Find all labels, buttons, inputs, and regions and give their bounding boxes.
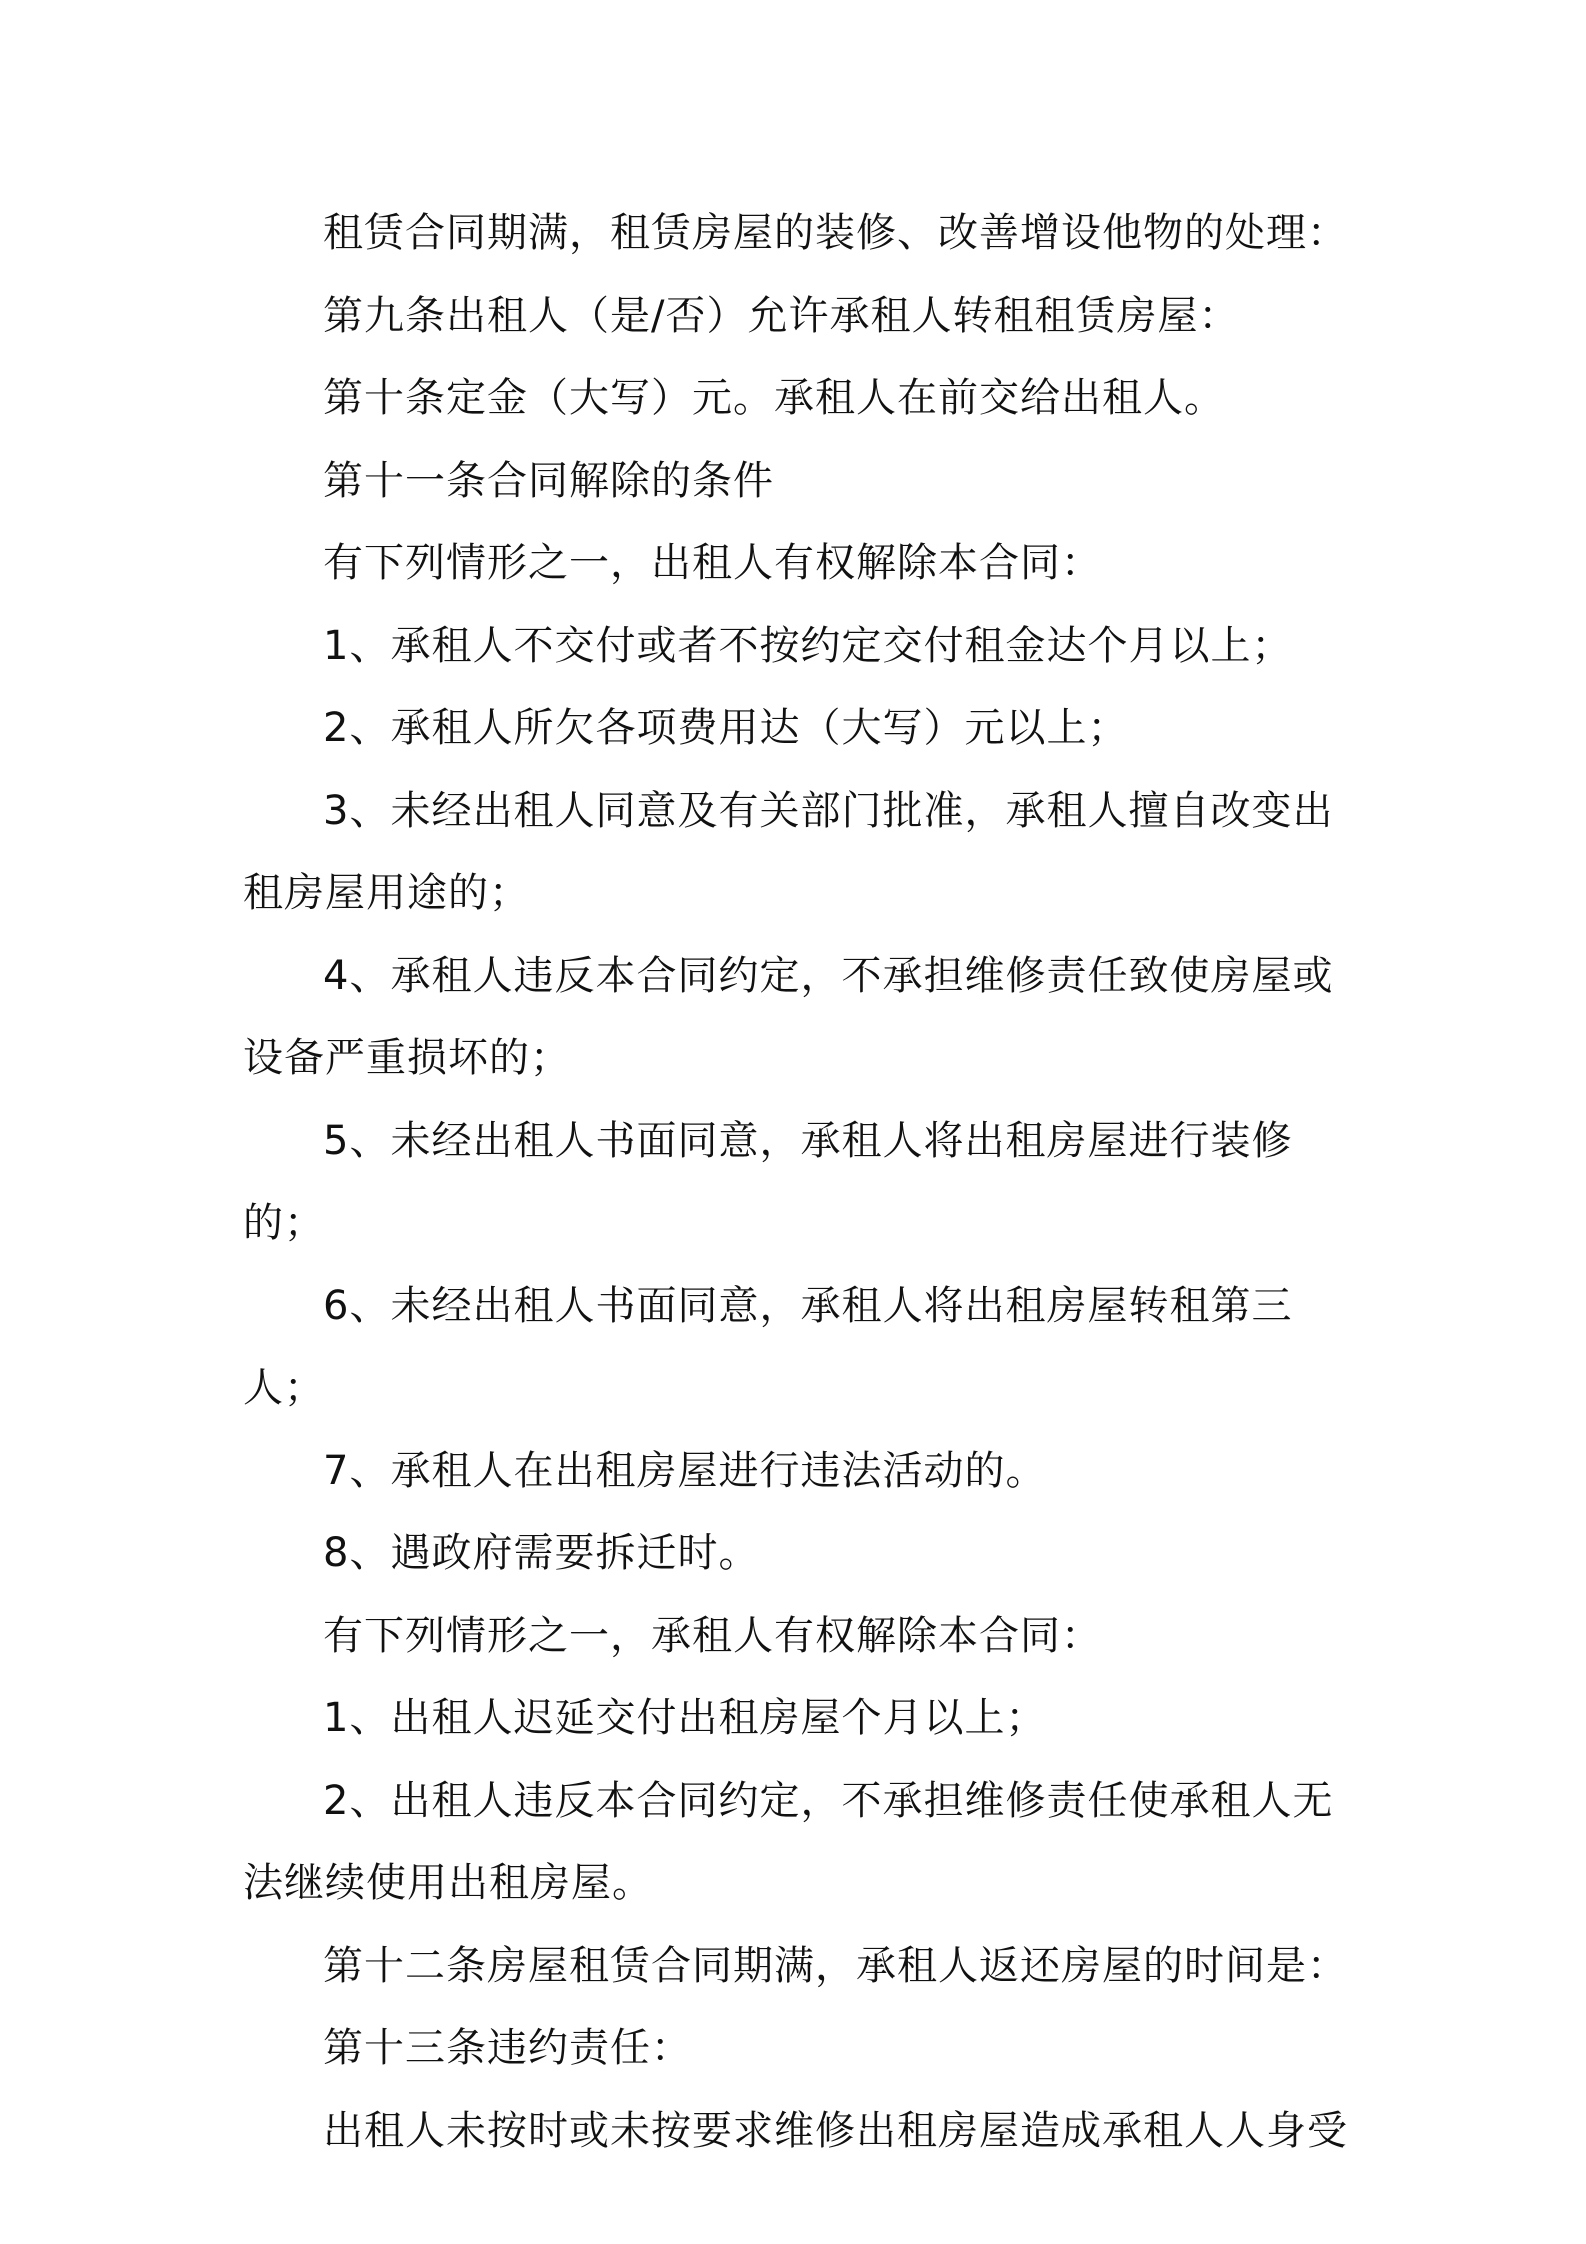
paragraph-lessee-termination-intro: 有下列情形之一，承租人有权解除本合同： <box>323 1612 1102 1659</box>
list-item-lessor-6: 6、未经出租人书面同意，承租人将出租房屋转租第三人； <box>243 1282 1293 1411</box>
list-item-lessor-3: 3、未经出租人同意及有关部门批准，承租人擅自改变出租房屋用途的； <box>243 787 1334 916</box>
list-item-lessor-4: 4、承租人违反本合同约定，不承担维修责任致使房屋或设备严重损坏的； <box>243 952 1334 1081</box>
paragraph-article-9: 第九条出租人（是/否）允许承租人转租租赁房屋： <box>323 292 1240 339</box>
list-item-lessor-1: 1、承租人不交付或者不按约定交付租金达个月以上； <box>323 622 1293 669</box>
list-item-lessee-2: 2、出租人违反本合同约定，不承担维修责任使承租人无法继续使用出租房屋。 <box>243 1777 1334 1906</box>
paragraph-article-13-heading: 第十三条违约责任： <box>323 2025 692 2071</box>
paragraph-article-11-heading: 第十一条合同解除的条件 <box>323 457 774 504</box>
paragraph-lessor-termination-intro: 有下列情形之一，出租人有权解除本合同： <box>323 540 1102 586</box>
list-item-lessor-2: 2、承租人所欠各项费用达（大写）元以上； <box>323 705 1129 751</box>
list-item-lessee-1: 1、出租人迟延交付出租房屋个月以上； <box>323 1695 1047 1741</box>
paragraph-article-12: 第十二条房屋租赁合同期满，承租人返还房屋的时间是： <box>323 1942 1348 1989</box>
paragraph-breach-liability: 出租人未按时或未按要求维修出租房屋造成承租人人身受 <box>323 2107 1348 2154</box>
list-item-lessor-5: 5、未经出租人书面同意，承租人将出租房屋进行装修的； <box>243 1117 1293 1246</box>
list-item-lessor-7: 7、承租人在出租房屋进行违法活动的。 <box>323 1447 1047 1494</box>
list-item-lessor-8: 8、遇政府需要拆迁时。 <box>323 1530 760 1576</box>
document-body <box>243 192 1353 2172</box>
paragraph-article-10: 第十条定金（大写）元。承租人在前交给出租人。 <box>323 375 1225 421</box>
paragraph-renovation-handling: 租赁合同期满，租赁房屋的装修、改善增设他物的处理： <box>323 210 1348 256</box>
